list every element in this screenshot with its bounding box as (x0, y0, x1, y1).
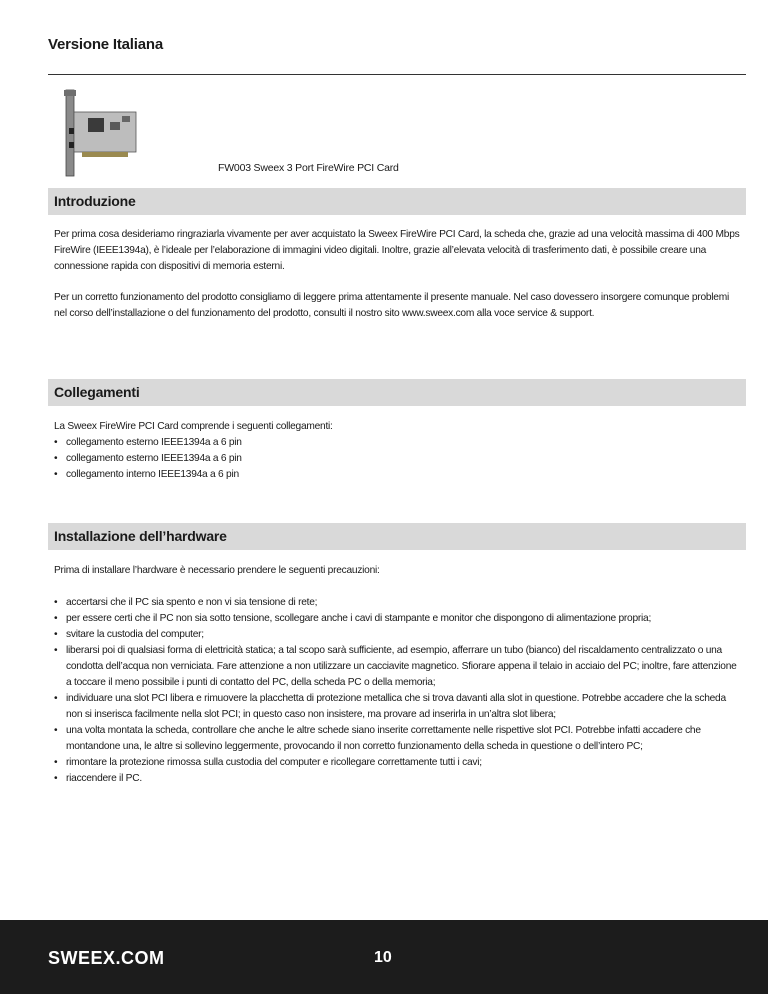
list-item: • collegamento interno IEEE1394a a 6 pin (54, 467, 744, 483)
list-item: • individuare una slot PCI libera e rimuovere la placchetta di protezione metallica che si trova davanti alla slot in questione. Potrebbe accadere che la scheda non si inserisca facilmente nella slot PCI; in questo caso non insistere, ma provare ad inserirla in un’altra slot libera; (54, 691, 744, 723)
section-header-connections (48, 379, 746, 406)
page-header-title: Versione Italiana (48, 36, 163, 53)
list-item: • accertarsi che il PC sia spento e non vi sia tensione di rete; (54, 595, 744, 611)
footer-brand: SWEEX.COM (48, 948, 165, 968)
list-item: • svitare la custodia del computer; (54, 627, 744, 643)
page-footer (0, 920, 768, 994)
connections-list (54, 435, 744, 483)
connections-intro: La Sweex FireWire PCI Card comprende i seguenti collegamenti: (54, 421, 333, 432)
hardware-intro: Prima di installare l’hardware è necessario prendere le seguenti precauzioni: (54, 565, 380, 576)
hardware-precautions-list (54, 595, 744, 787)
pci-card-image (60, 88, 140, 178)
list-item: • collegamento esterno IEEE1394a a 6 pin (54, 451, 744, 467)
page-number: 10 (374, 949, 392, 966)
section-title: Installazione dell’hardware (54, 528, 227, 544)
section-title: Collegamenti (54, 384, 140, 400)
list-item: • una volta montata la scheda, controllare che anche le altre schede siano inserite correttamente nelle rispettive slot PCI. Potrebbe infatti accadere che montandone una, le altre si sollevino leggermente, provocando il non corretto funzionamento della scheda in questione o dell’intero PC; (54, 723, 744, 755)
product-caption: FW003 Sweex 3 Port FireWire PCI Card (218, 162, 399, 174)
list-item: • liberarsi poi di qualsiasi forma di elettricità statica; a tal scopo sarà sufficiente, ad esempio, afferrare un tubo (bianco) del riscaldamento centralizzato o una condotta dell’acqua non verniciata. Fare attenzione a non utilizzare un cacciavite magnetico. Sfiorare appena il telaio in acciaio del PC; inoltre, fare attenzione a toccare il meno possibile i punti di contatto del PC, della scheda PC o della memoria; (54, 643, 744, 691)
list-item: • collegamento esterno IEEE1394a a 6 pin (54, 435, 744, 451)
list-item: • per essere certi che il PC non sia sotto tensione, scollegare anche i cavi di stampante e monitor che dispongono di alimentazione propria; (54, 611, 744, 627)
header-divider (48, 74, 746, 75)
section-title: Introduzione (54, 193, 136, 209)
section-header-intro (48, 188, 746, 215)
section-header-hardware (48, 523, 746, 550)
list-item: • rimontare la protezione rimossa sulla custodia del computer e ricollegare correttamente tutti i cavi; (54, 755, 744, 771)
intro-paragraph-2: Per un corretto funzionamento del prodotto consigliamo di leggere prima attentamente il presente manuale. Nel caso dovessero insorgere comunque problemi nel corso dell’installazione o del funzionamento del prodotto, consulti il nostro sito www.sweex.com alla voce service & support. (54, 292, 729, 319)
intro-paragraph-1: Per prima cosa desideriamo ringraziarla vivamente per aver acquistato la Sweex FireWire PCI Card, la scheda che, grazie ad una velocità massima di 400 Mbps FireWire (IEEE1394a), è l’ideale per l’elaborazione di immagini video digitali. Inoltre, grazie all’elevata velocità di trasferimento dati, è possibile creare una connessione rapida con dispositivi di memoria esterni. (54, 229, 740, 272)
list-item: • riaccendere il PC. (54, 771, 744, 787)
